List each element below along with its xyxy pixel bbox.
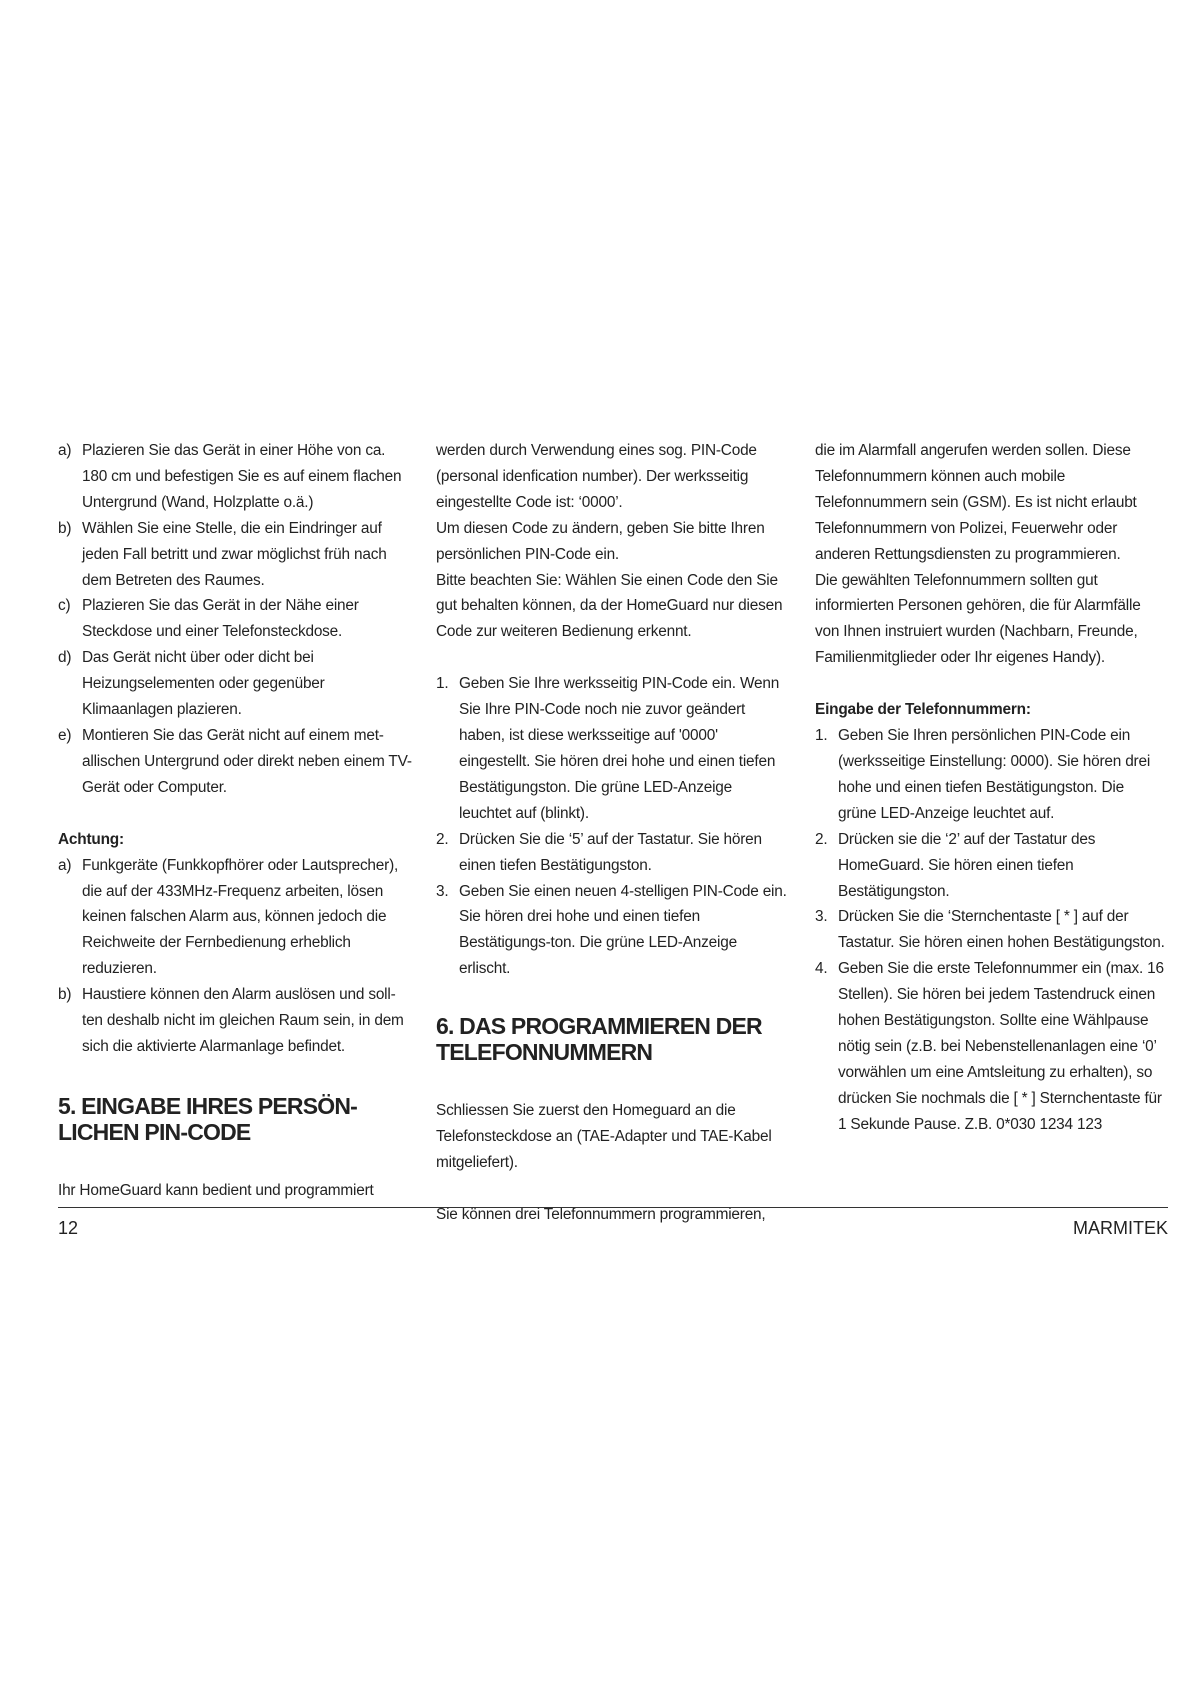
list-text: Drücken sie die ‘2’ auf der Tastatur des HomeGuard. Sie hören einen tiefen Bestätigungston. bbox=[838, 830, 1096, 900]
list-item bbox=[815, 723, 1165, 827]
achtung-heading: Achtung: bbox=[58, 830, 124, 848]
list-marker: e) bbox=[58, 726, 72, 744]
list-marker: d) bbox=[58, 649, 72, 667]
list-item bbox=[436, 827, 788, 879]
section-6-title-line-2: TELEFONNUMMERN bbox=[436, 1039, 653, 1066]
list-text: Geben Sie die erste Telefonnummer ein (max. 16 Stellen). Sie hören bei jedem Tastendruck einen hohen Bestätigungston. Sollte eine Wählpause nötig sein (z.B. bei Nebenstellenanlagen eine ‘0’ vorwählen um eine Amtsleitung zu erhalten), so drücken Sie nochmals die [ * ] Sternchentaste für 1 Sekunde Pause. Z.B. 0*030 1234 123 bbox=[838, 960, 1164, 1133]
list-marker: a) bbox=[58, 442, 72, 459]
list-text: Geben Sie Ihre werksseitig PIN-Code ein. Wenn Sie Ihre PIN-Code noch nie zuvor geändert haben, ist diese werksseitige auf '0000' eingestellt. Sie hören drei hohe und einen tiefen Bestätigungston. Die grüne LED-Anzeige leuchtet auf (blinkt). bbox=[459, 675, 780, 822]
list-item bbox=[58, 516, 414, 594]
list-marker: 2. bbox=[436, 830, 449, 848]
list-item bbox=[815, 827, 1165, 905]
list-text: Haustiere können den Alarm auslösen und soll-ten deshalb nicht im gleichen Raum sein, in dem sich die aktivierte Alarmanlage befindet. bbox=[82, 986, 404, 1055]
list-text: Funkgeräte (Funkkopfhörer oder Lautsprecher), die auf der 433MHz-Frequenz arbeiten, lösen keinen falschen Alarm aus, können jedoch die Reichweite der Fernbedienung erheblich reduzieren. bbox=[82, 856, 399, 978]
telefonnummern-subheading: Eingabe der Telefonnummern: bbox=[815, 701, 1031, 719]
column-3 bbox=[815, 438, 1165, 1138]
paragraph: Um diesen Code zu ändern, geben Sie bitte Ihren persönlichen PIN-Code ein. bbox=[436, 519, 765, 563]
column-2 bbox=[436, 438, 788, 1228]
list-item bbox=[815, 956, 1165, 1137]
list-text: Plazieren Sie das Gerät in einer Höhe von ca. 180 cm und befestigen Sie es auf einem flachen Untergrund (Wand, Holzplatte o.ä.) bbox=[82, 442, 402, 511]
list-item bbox=[815, 904, 1165, 956]
brand-name: MARMITEK bbox=[1072, 1218, 1168, 1238]
section-6-title bbox=[436, 1013, 788, 1065]
list-marker: b) bbox=[58, 519, 72, 537]
paragraph: Bitte beachten Sie: Wählen Sie einen Code den Sie gut behalten können, da der HomeGuard nur diesen Code zur weiteren Bedienung erkennt. bbox=[436, 571, 783, 641]
list-text: Das Gerät nicht über oder dicht bei Heizungselementen oder gegenüber Klimaanlagen plazieren. bbox=[82, 649, 325, 719]
paragraph: Die gewählten Telefonnummern sollten gut informierten Personen gehören, die für Alarmfälle von Ihnen instruiert wurden (Nachbarn, Freunde, Familienmitglieder oder Ihr eigenes Handy). bbox=[815, 571, 1141, 667]
list-marker: 4. bbox=[815, 960, 828, 978]
list-text: Plazieren Sie das Gerät in der Nähe einer Steckdose und einer Telefonsteckdose. bbox=[82, 597, 359, 641]
list-marker: 1. bbox=[436, 675, 449, 693]
list-text: Drücken Sie die ‘5’ auf der Tastatur. Sie hören einen tiefen Bestätigungston. bbox=[459, 830, 762, 874]
section-5-title bbox=[58, 1093, 414, 1145]
section-5-title-line-2: LICHEN PIN-CODE bbox=[58, 1118, 251, 1145]
paragraph: werden durch Verwendung eines sog. PIN-Code (personal idenfication number). Der werksseitig eingestellte Code ist: ‘0000’. bbox=[436, 442, 757, 511]
list-marker: 1. bbox=[815, 727, 828, 745]
paragraph: Sie können drei Telefonnummern programmieren, bbox=[436, 1205, 766, 1223]
list-item bbox=[58, 593, 414, 645]
section-5-title-line-1: 5. EINGABE IHRES PERSÖN- bbox=[58, 1092, 358, 1119]
list-text: Wählen Sie eine Stelle, die ein Eindringer auf jeden Fall betritt und zwar möglichst früh nach dem Betreten des Raumes. bbox=[82, 519, 387, 589]
list-marker: a) bbox=[58, 856, 72, 874]
paragraph: Schliessen Sie zuerst den Homeguard an die Telefonsteckdose an (TAE-Adapter und TAE-Kabel mitgeliefert). bbox=[436, 1102, 772, 1171]
list-marker: b) bbox=[58, 986, 72, 1004]
list-text: Drücken Sie die ‘Sternchentaste [ * ] auf der Tastatur. Sie hören einen hohen Bestätigungston. bbox=[838, 908, 1165, 952]
list-text: Geben Sie einen neuen 4-stelligen PIN-Code ein. Sie hören drei hohe und einen tiefen Bestätigungs-ton. Die grüne LED-Anzeige erlischt. bbox=[459, 882, 787, 978]
list-item bbox=[436, 879, 788, 983]
list-marker: 3. bbox=[815, 908, 828, 926]
list-item bbox=[436, 671, 788, 826]
list-text: Montieren Sie das Gerät nicht auf einem met-allischen Untergrund oder direkt neben einem TV-Gerät oder Computer. bbox=[82, 726, 412, 796]
list-marker: 3. bbox=[436, 882, 449, 900]
list-item bbox=[58, 723, 414, 801]
list-marker: c) bbox=[58, 597, 71, 615]
column-1 bbox=[58, 438, 414, 1204]
page-number: 12 bbox=[58, 1218, 79, 1238]
list-item bbox=[58, 982, 414, 1060]
list-item bbox=[58, 645, 414, 723]
footer-divider bbox=[58, 1207, 1168, 1208]
list-item bbox=[58, 853, 414, 983]
list-text: Geben Sie Ihren persönlichen PIN-Code ein (werksseitige Einstellung: 0000). Sie hören drei hohe und einen tiefen Bestätigungston. Die grüne LED-Anzeige leuchtet auf. bbox=[838, 727, 1151, 822]
list-marker: 2. bbox=[815, 830, 828, 848]
paragraph: die im Alarmfall angerufen werden sollen. Diese Telefonnummern können auch mobile Telefonnummern sein (GSM). Es ist nicht erlaubt Telefonnummern von Polizei, Feuerwehr oder anderen Rettungsdiensten zu programmieren. bbox=[815, 442, 1137, 563]
section-5-intro: Ihr HomeGuard kann bedient und programmiert bbox=[58, 1181, 374, 1199]
list-item bbox=[58, 438, 414, 516]
section-6-title-line-1: 6. DAS PROGRAMMIEREN DER bbox=[436, 1013, 762, 1040]
